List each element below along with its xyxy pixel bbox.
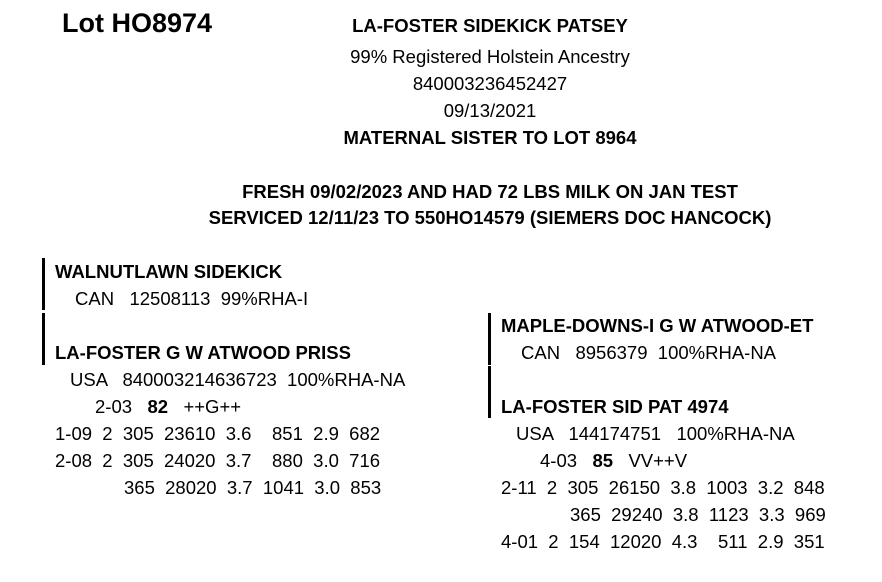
maternal-dam-bracket [488, 366, 491, 418]
maternal-dam-class-rating: VV++V [628, 450, 688, 471]
animal-name: LA-FOSTER SIDEKICK PATSEY [352, 15, 628, 36]
lot-number: Lot HO8974 [62, 8, 213, 38]
dam-classification [95, 396, 241, 418]
dam-name: LA-FOSTER G W ATWOOD PRISS [55, 342, 351, 363]
dam-class-rating: ++G++ [183, 396, 242, 417]
animal-id: 840003236452427 [412, 73, 568, 94]
sire-name: WALNUTLAWN SIDEKICK [55, 261, 283, 282]
maternal-sire-registration: CAN 8956379 100%RHA-NA [521, 342, 777, 363]
dam-registration: USA 840003214636723 100%RHA-NA [70, 369, 406, 390]
fresh-status: FRESH 09/02/2023 AND HAD 72 LBS MILK ON JAN TEST [242, 181, 738, 202]
dam-bracket [42, 313, 45, 365]
maternal-dam-name: LA-FOSTER SID PAT 4974 [501, 396, 729, 417]
maternal-dam-record-row: 4-01 2 154 12020 4.3 511 2.9 351 [501, 531, 825, 552]
dam-class-age: 2-03 [95, 396, 133, 417]
maternal-dam-registration: USA 144174751 100%RHA-NA [516, 423, 795, 444]
maternal-dam-record-row: 365 29240 3.8 1123 3.3 969 [570, 504, 826, 525]
maternal-dam-classification [540, 450, 687, 472]
service-status: SERVICED 12/11/23 TO 550HO14579 (SIEMERS DOC HANCOCK) [208, 207, 772, 228]
dam-record-row: 365 28020 3.7 1041 3.0 853 [124, 477, 382, 498]
dam-record-row: 2-08 2 305 24020 3.7 880 3.0 716 [55, 450, 381, 471]
birth-date: 09/13/2021 [443, 100, 537, 121]
maternal-dam-class-age: 4-03 [540, 450, 578, 471]
ancestry-line: 99% Registered Holstein Ancestry [350, 46, 630, 67]
dam-class-score: 82 [147, 396, 169, 417]
maternal-dam-record-row: 2-11 2 305 26150 3.8 1003 3.2 848 [501, 477, 825, 498]
sire-bracket [42, 258, 45, 310]
maternal-sire-bracket [488, 313, 491, 365]
sire-registration: CAN 12508113 99%RHA-I [75, 288, 309, 309]
maternal-note: MATERNAL SISTER TO LOT 8964 [343, 127, 637, 148]
dam-record-row: 1-09 2 305 23610 3.6 851 2.9 682 [55, 423, 381, 444]
maternal-dam-class-score: 85 [592, 450, 614, 471]
maternal-sire-name: MAPLE-DOWNS-I G W ATWOOD-ET [501, 315, 814, 336]
